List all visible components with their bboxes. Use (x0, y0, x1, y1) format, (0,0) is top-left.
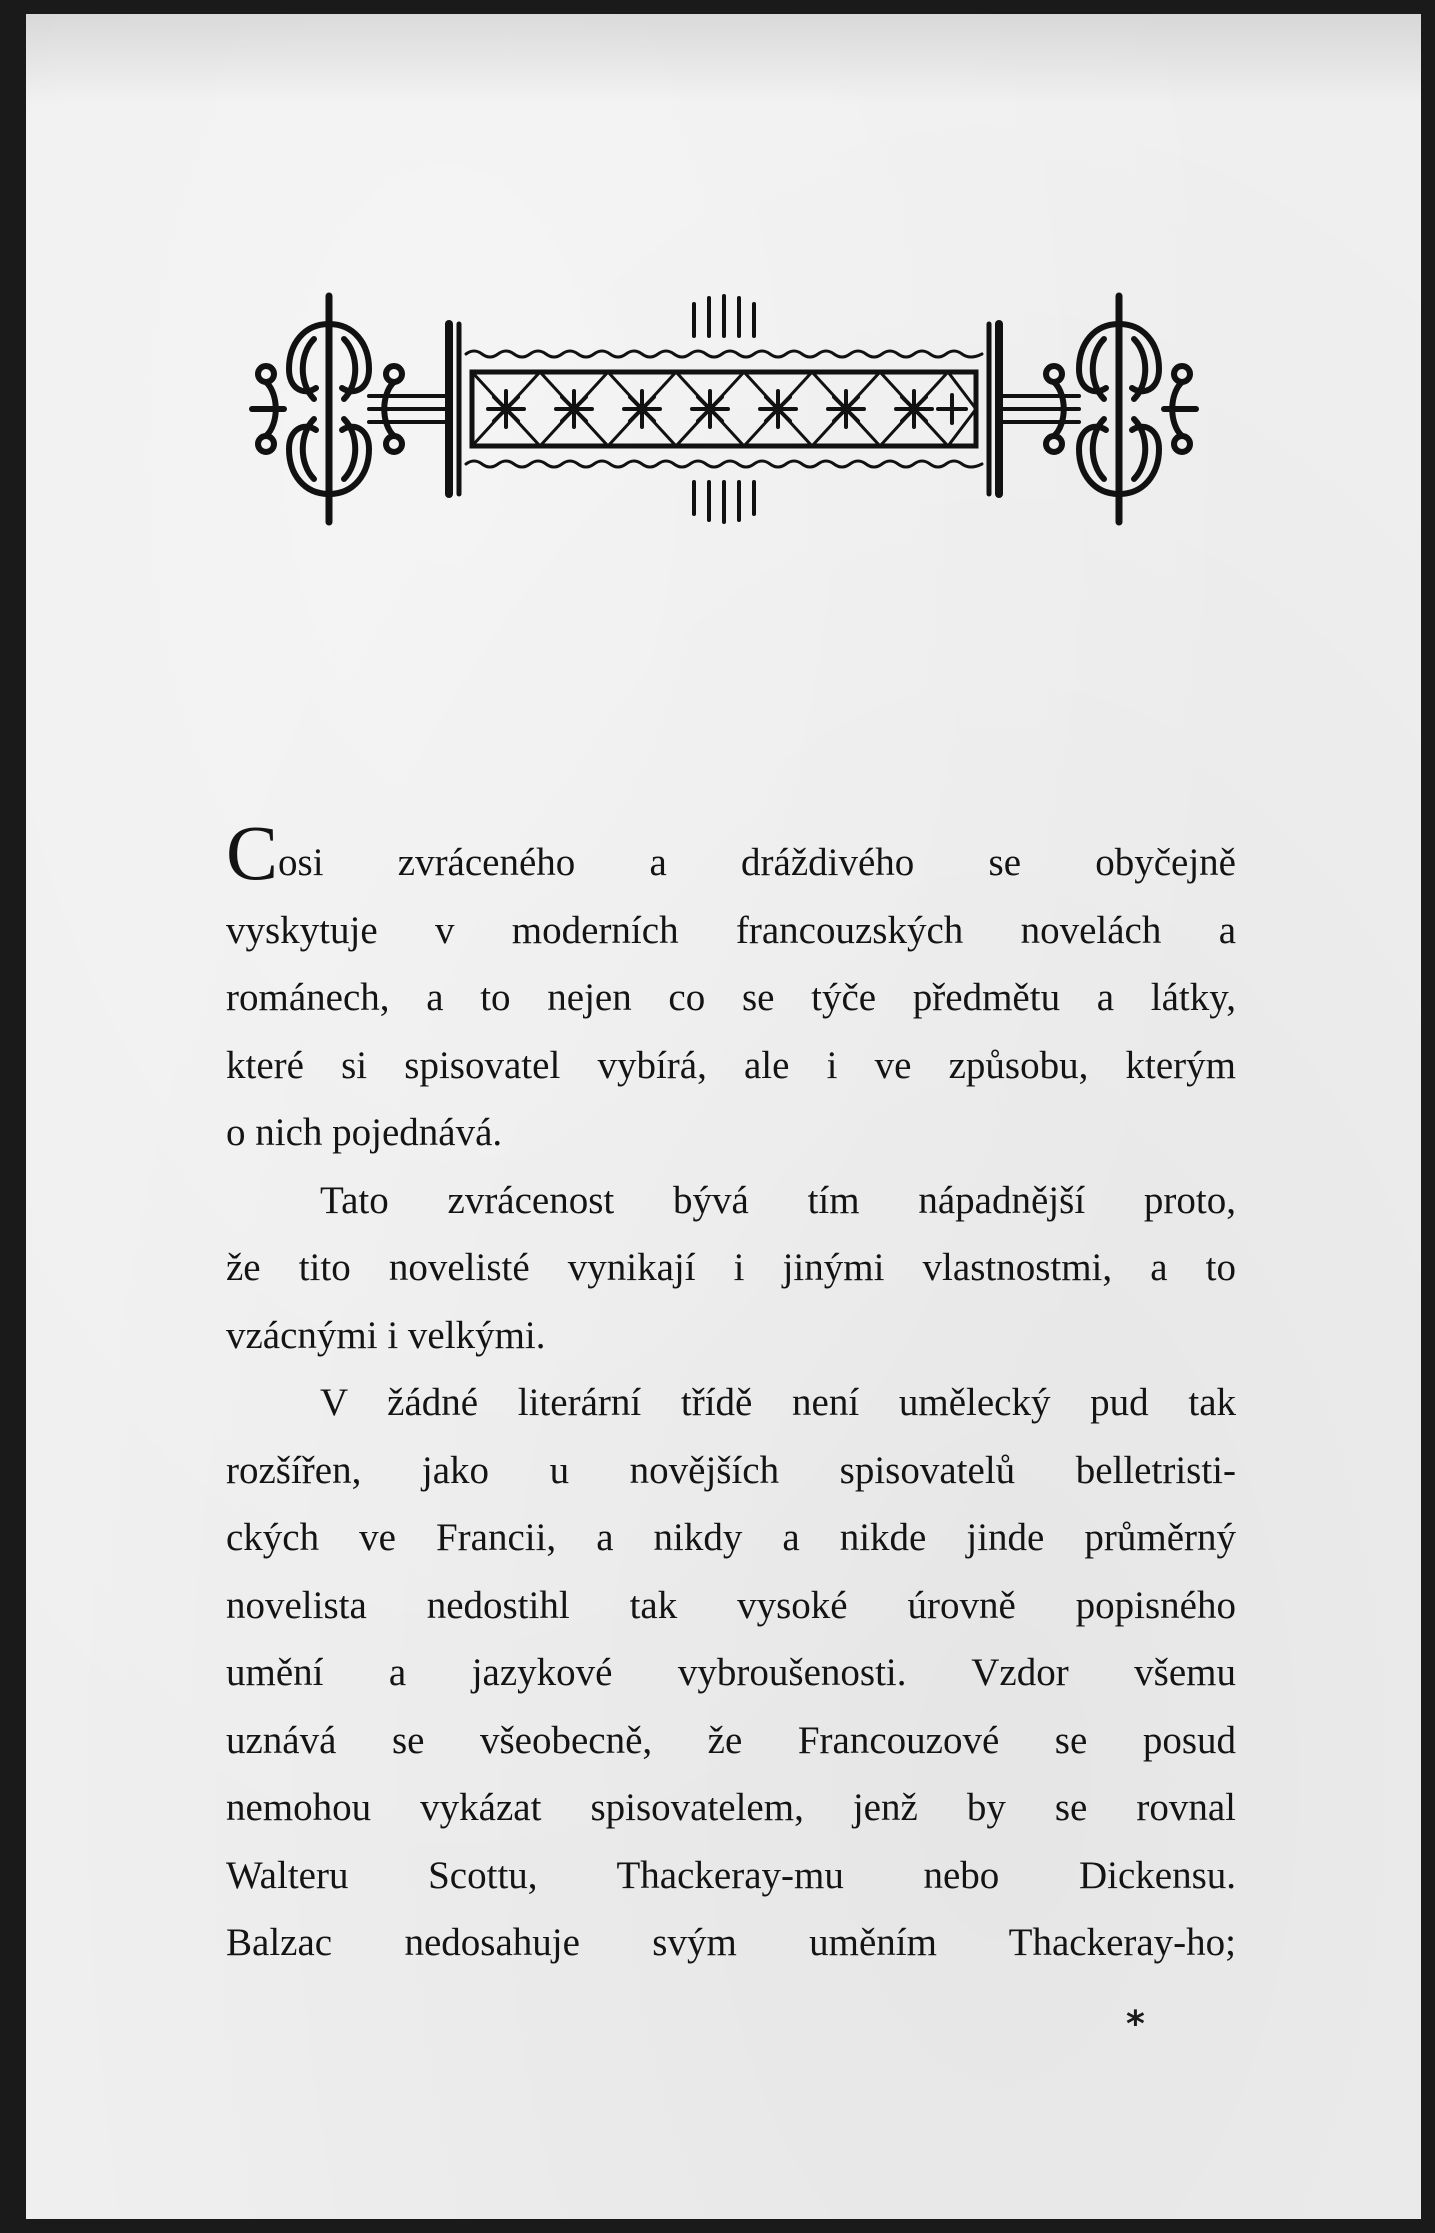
paragraph-1 (226, 809, 1236, 1167)
drop-cap: C (226, 809, 279, 896)
paragraph-3 (226, 1369, 1236, 1977)
text-line: které si spisovatel vybírá, ale i ve způsobu, kterým (226, 1043, 1236, 1087)
text-line: že tito novelisté vynikají i jinými vlastnostmi, a to (226, 1246, 1236, 1289)
text-line: Walteru Scottu, Thackeray-mu nebo Dickensu. (226, 1853, 1236, 1897)
decorative-headpiece-ornament (244, 284, 1204, 534)
text-line: V žádné literární třídě není umělecký pud tak (320, 1381, 1236, 1424)
text-line: nemohou vykázat spisovatelem, jenž by se rovnal (226, 1786, 1236, 1829)
text-line: novelista nedostihl tak vysoké úrovně popisného (226, 1583, 1236, 1627)
book-page (26, 14, 1421, 2219)
text-line: rozšířen, jako u novějších spisovatelů belletristi- (226, 1448, 1236, 1492)
body-text (226, 809, 1236, 1977)
text-line: ckých ve Francii, a nikdy a nikde jinde průměrný (226, 1516, 1236, 1559)
text-line: Balzac nedosahuje svým uměním Thackeray-ho; (226, 1921, 1236, 1964)
text-line: Tato zvrácenost bývá tím nápadnější proto, (320, 1178, 1236, 1222)
star-row (488, 391, 966, 427)
left-connector (369, 396, 449, 422)
text-line: vzácnými i velkými. (226, 1313, 546, 1357)
text-line: Cosi zvráceného a dráždivého se obyčejně (226, 809, 1236, 896)
paragraph-2 (226, 1167, 1236, 1370)
scan-shadow (26, 14, 1421, 104)
text-line: románech, a to nejen co se týče předmětu a látky, (226, 976, 1236, 1019)
text-line: o nich pojednává. (226, 1111, 503, 1154)
text-line: umění a jazykové vybroušenosti. Vzdor všemu (226, 1651, 1236, 1694)
text-line: uznává se všeobecně, že Francouzové se posud (226, 1718, 1236, 1762)
right-connector (999, 396, 1079, 422)
footnote-marker: * (1126, 2004, 1145, 2045)
text-line: vyskytuje v moderních francouzských novelách a (226, 908, 1236, 952)
